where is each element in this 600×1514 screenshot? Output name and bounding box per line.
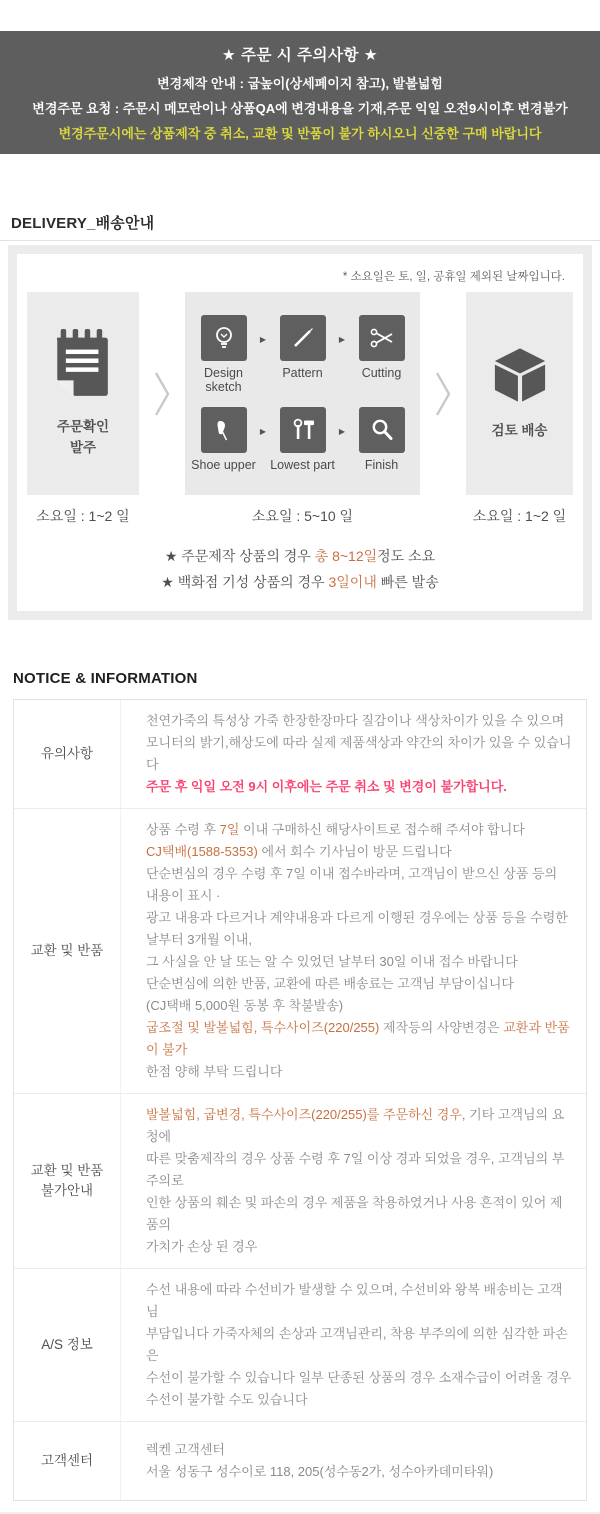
process-row-1 xyxy=(191,315,415,394)
process-row-2 xyxy=(191,407,415,472)
content-segment: 모니터의 밝기,해상도에 따라 실제 제품색상과 약간의 차이가 있을 수 있습니다 xyxy=(146,735,572,772)
star-note-1 xyxy=(27,543,573,569)
banner-line-2: 변경주문 요청 : 주문시 메모란이나 상품QA에 변경내용을 기재,주문 익일 오전9시이후 변경불가 xyxy=(32,101,568,116)
content-line xyxy=(146,1439,572,1461)
content-segment: 단순변심의 경우 수령 후 7일 이내 접수바라며, 고객님이 받으신 상품 등의 내용이 표시 · xyxy=(146,866,558,903)
magnifier-icon xyxy=(359,407,405,453)
content-segment: CJ택배(1588-5353) xyxy=(146,844,258,859)
content-line xyxy=(146,1461,572,1483)
row-label xyxy=(14,1422,121,1500)
content-line xyxy=(146,1279,572,1323)
note-text: ★ 백화점 기성 상품의 경우 xyxy=(161,574,329,590)
content-line xyxy=(146,1192,572,1236)
step-order-confirm-label xyxy=(57,417,109,459)
notice-table xyxy=(13,699,587,1501)
row-label-line: 교환 및 반품 xyxy=(30,1162,104,1178)
row-label xyxy=(14,809,121,1093)
step-review-ship xyxy=(466,292,573,495)
notice-heading: NOTICE & INFORMATION xyxy=(13,670,198,687)
row-content xyxy=(121,700,586,808)
content-line xyxy=(146,1017,572,1061)
content-segment: 7일 xyxy=(219,822,240,837)
content-segment: 기타 고객님의 요청에 xyxy=(146,1107,565,1144)
table-row xyxy=(14,1422,586,1500)
content-line xyxy=(146,1061,572,1083)
content-line xyxy=(146,1367,572,1389)
step-order-confirm xyxy=(27,292,139,495)
content-segment: 그 사실을 안 날 또는 알 수 있었던 날부터 30일 이내 접수 바랍니다 xyxy=(146,954,518,969)
order-warning-banner xyxy=(0,31,600,154)
delivery-heading: DELIVERY_배송안내 xyxy=(11,215,155,232)
arrow-right-icon: ▶ xyxy=(259,427,267,436)
step-order-confirm-line1: 주문확인 xyxy=(56,418,110,434)
content-segment: 수선 내용에 따라 수선비가 발생할 수 있으며, 수선비와 왕복 배송비는 고객님 xyxy=(146,1282,563,1319)
content-line xyxy=(146,1389,572,1411)
process-pattern xyxy=(270,315,336,380)
spacer xyxy=(433,506,453,526)
content-segment: 단순변심에 의한 반품, 교환에 따른 배송료는 고객님 부담이십니다 xyxy=(146,976,514,991)
process-label: Shoe upper xyxy=(191,458,256,472)
chevron-right-icon xyxy=(152,369,172,419)
process-label: Cutting xyxy=(361,366,402,380)
content-segment: 발볼넓힘, 굽변경, 특수사이즈(220/255)를 주문하신 경우, xyxy=(146,1107,466,1122)
content-line xyxy=(146,841,572,863)
process-lowest-part xyxy=(270,407,336,472)
content-segment: 서울 성동구 성수이로 118, 205(성수동2가, 성수아카데미타워) xyxy=(146,1464,494,1479)
spacer xyxy=(152,506,172,526)
content-segment: (CJ택배 5,000원 동봉 후 착불발송) xyxy=(146,998,344,1013)
content-line xyxy=(146,951,572,973)
row-content xyxy=(121,1422,586,1500)
process-finish xyxy=(349,407,415,472)
content-line xyxy=(146,776,572,798)
content-segment: 에서 회수 기사님이 방문 드립니다 xyxy=(257,844,452,859)
content-line xyxy=(146,732,572,776)
content-segment: 천연가죽의 특성상 가죽 한장한장마다 질감이나 색상차이가 있을 수 있으며 xyxy=(146,713,565,728)
days-production: 소요일 : 5~10 일 xyxy=(251,508,354,524)
step-production-process xyxy=(185,292,420,495)
process-design-sketch xyxy=(191,315,257,394)
content-segment: 상품 수령 후 xyxy=(146,822,220,837)
star-note-2 xyxy=(27,569,573,595)
content-segment: 렉켄 고객센터 xyxy=(146,1442,225,1457)
content-segment: 부담입니다 가죽자체의 손상과 고객님관리, 착용 부주의에 의한 심각한 파손은 xyxy=(146,1326,568,1363)
table-row xyxy=(14,1094,586,1269)
process-label: Pattern xyxy=(282,366,323,380)
delivery-times xyxy=(27,506,573,526)
row-content xyxy=(121,1094,586,1268)
delivery-heading-row xyxy=(0,212,600,241)
row-label-line: 불가안내 xyxy=(40,1183,94,1198)
row-label xyxy=(14,700,121,808)
table-row xyxy=(14,700,586,809)
delivery-info-box xyxy=(8,245,592,620)
step-order-confirm-line2: 발주 xyxy=(69,439,97,455)
content-segment: 제작등의 사양변경은 xyxy=(379,1020,504,1035)
delivery-flow xyxy=(27,292,573,495)
days-review-ship: 소요일 : 1~2 일 xyxy=(472,508,567,524)
process-cutting xyxy=(349,315,415,380)
table-row xyxy=(14,1269,586,1422)
days-order-confirm: 소요일 : 1~2 일 xyxy=(36,508,130,524)
table-row xyxy=(14,809,586,1094)
content-segment: 따른 맞춤제작의 경우 상품 수령 후 7일 이상 경과 되었을 경우, 고객님의 부주의로 xyxy=(146,1151,565,1188)
content-segment: 광고 내용과 다르거나 계약내용과 다르게 이행된 경우에는 상품 등을 수령한 날부터 3개월 이내, xyxy=(146,910,568,947)
banner-warning-line: 변경주문시에는 상품제작 중 취소, 교환 및 반품이 불가 하시오니 신중한 구매 바랍니다 xyxy=(58,126,542,141)
order-notepad-icon xyxy=(52,329,114,401)
row-label-line: 유의사항 xyxy=(40,745,94,761)
content-segment: 교환과 반품이 불가 xyxy=(146,1020,570,1057)
content-line xyxy=(146,819,572,841)
note-text: 빠른 발송 xyxy=(376,574,439,590)
content-segment: 굽조절 및 발볼넓힘, 특수사이즈(220/255) xyxy=(146,1020,380,1035)
content-line xyxy=(146,973,572,995)
content-segment: 이내 구매하신 해당사이트로 접수해 주셔야 합니다 xyxy=(239,822,525,837)
content-line xyxy=(146,1104,572,1148)
content-segment: 가치가 손상 된 경우 xyxy=(146,1239,258,1254)
note-text: 정도 소요 xyxy=(377,548,436,564)
note-text: ★ 주문제작 상품의 경우 xyxy=(164,548,315,564)
content-line xyxy=(146,710,572,732)
content-line xyxy=(146,1323,572,1367)
tools-icon xyxy=(280,407,326,453)
content-line xyxy=(146,863,572,907)
pen-icon xyxy=(280,315,326,361)
process-label: Finish xyxy=(364,458,399,472)
bulb-icon xyxy=(201,315,247,361)
content-line xyxy=(146,995,572,1017)
process-shoe-upper xyxy=(191,407,257,472)
row-label-line: A/S 정보 xyxy=(41,1336,93,1352)
awl-icon xyxy=(201,407,247,453)
arrow-right-icon: ▶ xyxy=(338,427,346,436)
content-segment: 주문 후 익일 오전 9시 이후에는 주문 취소 및 변경이 불가합니다. xyxy=(146,779,507,794)
row-label-line: 교환 및 반품 xyxy=(30,942,104,958)
row-label-line: 고객센터 xyxy=(40,1452,94,1468)
content-segment: 수선이 불가할 수도 있습니다 xyxy=(146,1392,308,1407)
note-highlight: 총 8~12일 xyxy=(314,548,378,564)
step-review-ship-label: 검토 배송 xyxy=(491,423,548,439)
arrow-right-icon: ▶ xyxy=(259,335,267,344)
row-label xyxy=(14,1094,121,1268)
content-segment: 수선이 불가할 수 있습니다 일부 단종된 상품의 경우 소재수급이 어려울 경우 xyxy=(146,1370,572,1385)
package-cube-icon xyxy=(489,345,551,405)
banner-title: ★ 주문 시 주의사항 ★ xyxy=(221,47,379,64)
note-highlight: 3일이내 xyxy=(328,574,377,590)
banner-line-1: 변경제작 안내 : 굽높이(상세페이지 참고), 발볼넓힘 xyxy=(157,76,443,91)
process-label: Design sketch xyxy=(204,366,243,394)
arrow-right-icon: ▶ xyxy=(338,335,346,344)
content-line xyxy=(146,1148,572,1192)
content-segment: 인한 상품의 훼손 및 파손의 경우 제품을 착용하였거나 사용 흔적이 있어 제품의 xyxy=(146,1195,563,1232)
row-content xyxy=(121,1269,586,1421)
row-label xyxy=(14,1269,121,1421)
delivery-star-notes xyxy=(27,543,573,595)
content-segment: 한점 양해 부탁 드립니다 xyxy=(146,1064,283,1079)
delivery-note: * 소요일은 토, 일, 공휴일 제외된 날짜입니다. xyxy=(342,271,565,283)
scissors-icon xyxy=(359,315,405,361)
row-content xyxy=(121,809,586,1093)
chevron-right-icon xyxy=(433,369,453,419)
process-label: Lowest part xyxy=(270,458,335,472)
content-line xyxy=(146,907,572,951)
content-line xyxy=(146,1236,572,1258)
